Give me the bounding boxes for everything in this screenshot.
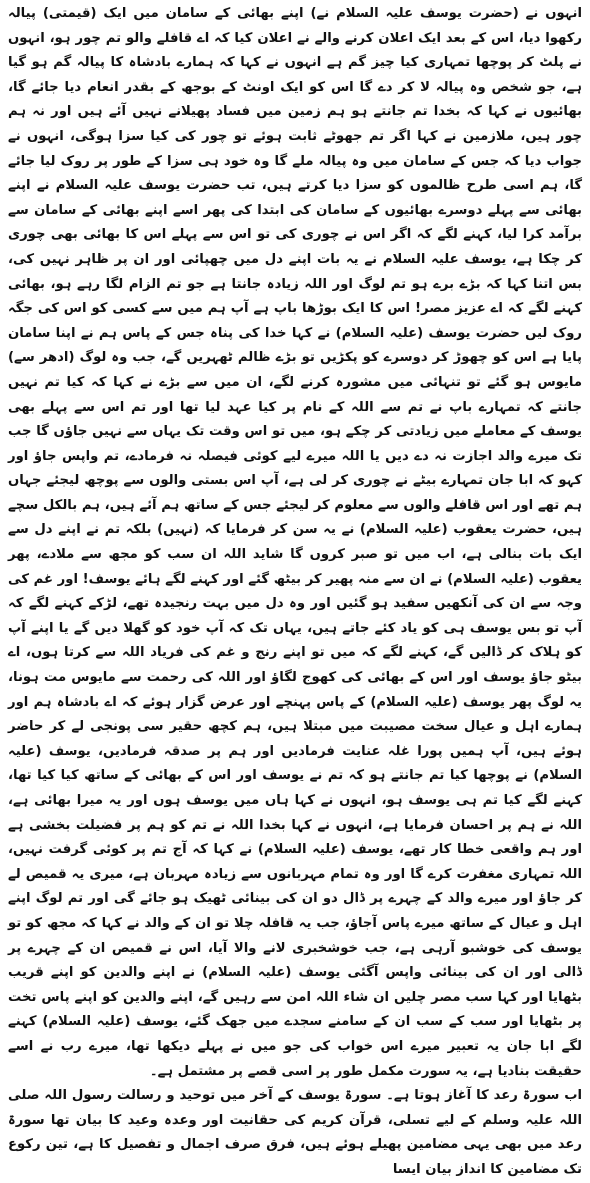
paragraph-yusuf-story: انہوں نے (حضرت یوسف علیہ السلام نے) اپنے بھائی کے سامان میں ایک (قیمتی) پیالہ رکھوا دیا، اس کے بعد ایک اعلان کرنے والے نے اعلان کیا کہ اے قافلے والو تم چور ہو، انہوں نے پلٹ کر پوچھا تمہاری کیا چیز گم ہے انہوں نے کہا کہ ہمارے بادشاہ کا پیالہ گم ہو گیا ہے، جو شخص وہ پیالہ لا کر دے گا اس کو ایک اونٹ کے بوجھ کے بقدر انعام دیا جائے گا، بھائیوں نے کہا کہ بخدا تم جانتے ہو ہم زمین میں فساد پھیلانے نہیں آئے ہیں اور نہ ہم چور ہیں، ملازمین نے کہا اگر تم جھوٹے ثابت ہوئے تو چور کی کیا سزا ہوگی، انہوں نے جواب دیا کہ جس کے سامان میں وہ پیالہ ملے گا وہ خود ہی سزا کے طور پر روک لیا جائے گا، ہم اسی طرح ظالموں کو سزا دیا کرتے ہیں، تب حضرت یوسف علیہ السلام نے اپنے بھائی سے پہلے دوسرے بھائیوں کے سامان کی ابتدا کی پھر اسے اپنے بھائی کے سامان سے برآمد کرا لیا، کہنے لگے کہ اگر اس نے چوری کی تو اس سے پہلے اس کا بھائی بھی چوری کر چکا ہے، یوسف علیہ السلام نے یہ بات اپنے دل میں چھپائی اور ان پر ظاہر نہیں کی، بس اتنا کہا کہ بڑے برے ہو تم لوگ اور اللہ زیادہ جانتا ہے جو تم الزام لگا رہے ہو، بھائی کہنے لگے کہ اے عزیز مصر! اس کا ایک بوڑھا باپ ہے آپ ہم میں سے کسی کو اس کی جگہ روک لیں حضرت یوسف (علیہ السلام) نے کہا خدا کی پناہ جس کے پاس ہم نے اپنا سامان پایا ہے اس کو چھوڑ کر دوسرے کو پکڑیں تو بڑے ظالم ٹھہریں گے، جب وہ لوگ (ادھر سے) مایوس ہو گئے تو تنہائی میں مشورہ کرنے لگے، ان میں سے بڑے نے کہا کہ کیا تم نہیں جانتے کہ تمہارے باپ نے تم سے اللہ کے نام پر کیا عہد لیا تھا اور تم اس سے پہلے بھی یوسف کے معاملے میں زیادتی کر چکے ہو، میں تو اس وقت تک یہاں سے نہیں جاؤں گا جب تک میرے والد اجازت نہ دے دیں یا اللہ میرے لیے کوئی فیصلہ نہ فرمادے، تم واپس جاؤ اور کہو کہ ابا جان تمہارے بیٹے نے چوری کر لی ہے، آپ اس بستی والوں سے پوچھ لیجئے جہاں ہم تھے اور اس قافلے والوں سے معلوم کر لیجئے جس کے ساتھ ہم آئے ہیں، ہم بالکل سچے ہیں، حضرت یعقوب (علیہ السلام) نے یہ سن کر فرمایا کہ (نہیں) بلکہ تم نے اپنے دل سے ایک بات بنالی ہے، اب میں تو صبر کروں گا شاید اللہ ان سب کو مجھ سے ملادے، پھر یعقوب (علیہ السلام) نے ان سے منہ پھیر کر بیٹھ گئے اور کہنے لگے ہائے یوسف! اور غم کی وجہ سے ان کی آنکھیں سفید ہو گئیں اور وہ دل میں بہت رنجیدہ تھے، لڑکے کہنے لگے کہ آپ تو بس یوسف ہی کو یاد کئے جاتے ہیں، یہاں تک کہ آپ خود کو گھلا دیں گے یا اپنے آپ کو ہلاک کر ڈالیں گے، کہنے لگے کہ میں تو اپنے رنج و غم کی فریاد اللہ سے کرتا ہوں، اے بیٹو جاؤ یوسف اور اس کے بھائی کی کھوج لگاؤ اور اللہ کی رحمت سے مایوس مت ہونا، یہ لوگ پھر یوسف (علیہ السلام) کے پاس پہنچے اور عرض گزار ہوئے کہ اے بادشاہ ہم اور ہمارے اہل و عیال سخت مصیبت میں مبتلا ہیں، ہم کچھ حقیر سی پونجی لے کر حاضر ہوئے ہیں، آپ ہمیں پورا غلہ عنایت فرمادیں اور ہم پر صدقہ فرمادیں، یوسف (علیہ السلام) نے پوچھا کیا تم جانتے ہو کہ تم نے یوسف اور اس کے بھائی کے ساتھ کیا کیا تھا، کہنے لگے کیا تم ہی یوسف ہو، انہوں نے کہا ہاں میں یوسف ہوں اور یہ میرا بھائی ہے، اللہ نے ہم پر احسان فرمایا ہے، انہوں نے کہا بخدا اللہ نے تم کو ہم پر فضیلت بخشی ہے اور ہم واقعی خطا کار تھے، یوسف (علیہ السلام) نے کہا کہ آج تم پر کوئی گرفت نہیں، اللہ تمہاری مغفرت کرے گا اور وہ تمام مہربانوں سے زیادہ مہربان ہے، میری یہ قمیص لے کر جاؤ اور میرے والد کے چہرے پر ڈال دو ان کی بینائی ٹھیک ہو جائے گی اور تم لوگ اپنے اہل و عیال کے ساتھ میرے پاس آجاؤ، جب یہ قافلہ چلا تو ان کے والد نے کہا کہ مجھ کو تو یوسف کی خوشبو آرہی ہے، جب خوشخبری لانے والا آیا، اس نے قمیص ان کے چہرے پر ڈالی اور ان کی بینائی واپس آگئی یوسف (علیہ السلام) نے اپنے والدین کو اپنے قریب بٹھایا اور کہا سب مصر چلیں ان شاء اللہ امن سے رہیں گے، اپنے والدین کو اپنے پاس تخت پر بٹھایا اور سب کے سب ان کے سامنے سجدے میں جھک گئے، یوسف (علیہ السلام) کہنے لگے ابا جان یہ تعبیر میرے اس خواب کی جو میں نے پہلے دیکھا تھا، میرے رب نے اسے حقیقت بنادیا ہے، یہ سورت مکمل طور پر اسی قصے پر مشتمل ہے۔ [8, 6, 582, 1079]
paragraph-surah-raad-intro: اب سورۃ رعد کا آغاز ہوتا ہے۔ سورۃ یوسف کے آخر میں توحید و رسالت رسول اللہ صلی اللہ علیہ وسلم کے لیے تسلی، قرآن کریم کی حقانیت اور وعدہ وعید کا بیان تھا سورۃ رعد میں بھی یہی مضامین پھیلے ہوئے ہیں، فرق صرف اجمال و تفصیل کا ہے، تین رکوع تک مضامین کا انداز بیان ایسا [8, 1088, 582, 1177]
urdu-text-body [8, 2, 582, 1183]
